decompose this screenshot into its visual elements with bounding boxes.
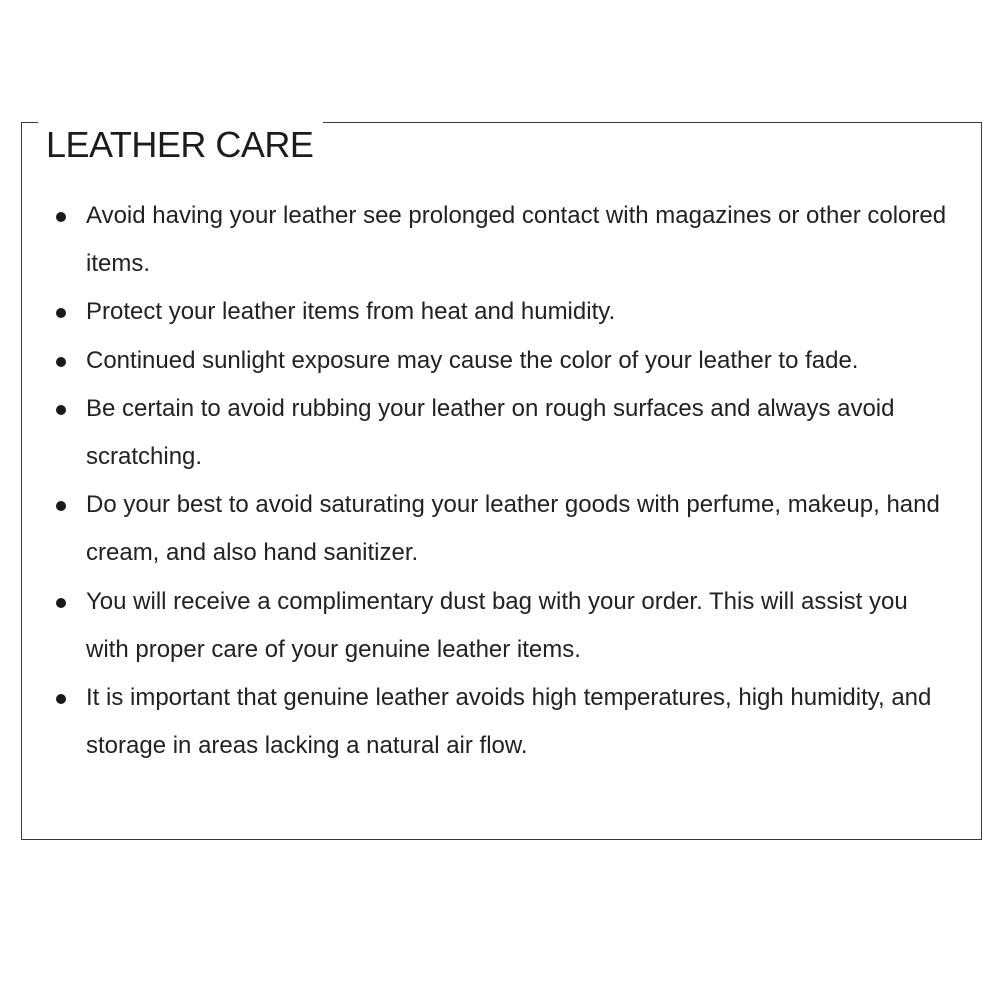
list-item-text: Avoid having your leather see prolonged contact with magazines or other colored items. bbox=[86, 202, 947, 278]
list-item bbox=[52, 674, 952, 770]
care-instructions-list bbox=[52, 192, 952, 770]
bullet-icon bbox=[56, 501, 66, 511]
list-item bbox=[52, 385, 952, 481]
bullet-icon bbox=[56, 308, 66, 318]
bullet-icon bbox=[56, 405, 66, 415]
list-item-text: You will receive a complimentary dust bag with your order. This will assist you with proper care of your genuine leather items. bbox=[86, 587, 908, 663]
list-item-text: Protect your leather items from heat and humidity. bbox=[86, 298, 616, 326]
list-item bbox=[52, 337, 952, 385]
list-item bbox=[52, 481, 952, 577]
list-item bbox=[52, 578, 952, 674]
list-item-text: Continued sunlight exposure may cause the color of your leather to fade. bbox=[86, 346, 859, 374]
list-item bbox=[52, 288, 952, 336]
bullet-icon bbox=[56, 694, 66, 704]
list-item-text: It is important that genuine leather avoids high temperatures, high humidity, and storage in areas lacking a natural air flow. bbox=[86, 684, 932, 760]
bullet-icon bbox=[56, 598, 66, 608]
bullet-icon bbox=[56, 212, 66, 222]
list-item-text: Be certain to avoid rubbing your leather on rough surfaces and always avoid scratching. bbox=[86, 394, 895, 471]
bullet-icon bbox=[56, 357, 66, 367]
list-item bbox=[52, 192, 952, 288]
section-title: LEATHER CARE bbox=[38, 122, 323, 168]
list-item-text: Do your best to avoid saturating your leather goods with perfume, makeup, hand cream, and also hand sanitizer. bbox=[86, 491, 940, 567]
